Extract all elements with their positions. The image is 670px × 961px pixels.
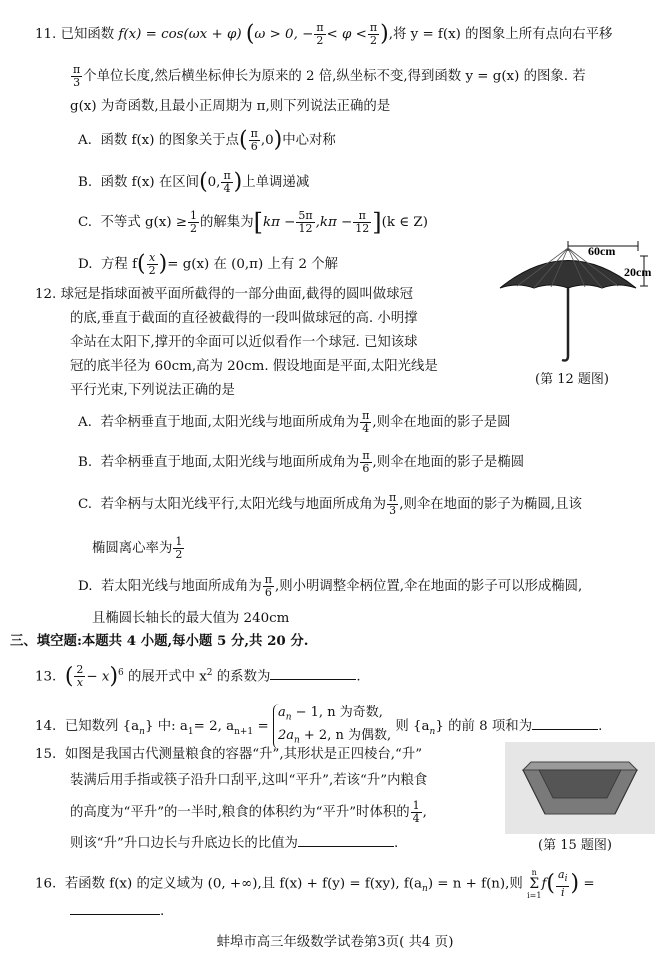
sheng-rim xyxy=(523,762,637,770)
section-fill-in-blank: 三、填空题:本题共 4 小题,每小题 5 分,共 20 分. xyxy=(10,633,309,649)
q11-line1: 11. 已知函数 f(x) = cos(ωx + φ) (ω > 0, − $\frac{\pi}{2}$ < φ < $\frac{\pi}{2}$ ),将 y = f(x) 的图象上所有点向右平移 xyxy=(35,21,613,47)
q14-answer-blank[interactable] xyxy=(532,715,598,730)
q13-answer-blank[interactable] xyxy=(270,665,356,680)
q12-option-d-cont: 且椭圆长轴长的最大值为 240cm xyxy=(92,611,290,626)
umbrella-caption: (第 12 题图) xyxy=(535,372,609,387)
q15-line1: 15. 如图是我国古代测量粮食的容器“升”,其形状是正四棱台,“升” xyxy=(35,747,423,762)
q15-line4: 则该“升”升口边长与升底边长的比值为 . xyxy=(70,832,398,855)
frac-pi-3: $\frac{\pi}{3}$ xyxy=(73,63,81,89)
q12-option-b: B. 若伞柄垂直于地面,太阳光线与地面所成角为 $\frac{\pi}{6}$ ,则伞在地面的影子是椭圆 xyxy=(78,449,525,475)
q11-option-a: A. 函数 f(x) 的图象关于点( $\frac{\pi}{6}$ ,0)中心对称 xyxy=(78,127,336,153)
q12-option-d: D. 若太阳光线与地面所成角为 $\frac{\pi}{6}$ ,则小明调整伞柄位置,伞在地面的影子可以形成椭圆, xyxy=(78,573,583,599)
q12-option-c: C. 若伞柄与太阳光线平行,太阳光线与地面所成角为 $\frac{\pi}{3}$ ,则伞在地面的影子为椭圆,且该 xyxy=(78,491,582,517)
umbrella-figure xyxy=(490,238,665,363)
q11-option-c: C. 不等式 g(x) ≥ $\frac{1}{2}$ 的解集为[kπ − $\frac{5\pi}{12}$ ,kπ − $\frac{\pi}{12}$ ](k ∈ Z) xyxy=(78,208,428,237)
q12-line5: 平行光束,下列说法正确的是 xyxy=(70,383,235,398)
q11-line2: $\frac{\pi}{3}$ 个单位长度,然后横坐标伸长为原来的 2 倍,纵坐标不变,得到函数 y = g(x) 的图象. 若 xyxy=(73,63,586,89)
q15-line3: 的高度为“平升”的一半时,粮食的体积约为“平升”时体积的 $\frac{1}{4}$ , xyxy=(70,799,427,825)
sheng-figure xyxy=(505,742,655,834)
q12-line2: 的底,垂直于截面的直径被截得的一段叫做球冠的高. 小明撑 xyxy=(70,311,418,326)
frac-pi-2b: $\frac{\pi}{2}$ xyxy=(369,21,378,47)
q15-answer-blank[interactable] xyxy=(298,832,394,847)
page-footer: 蚌埠市高三年级数学试卷第3页( 共4 页) xyxy=(216,935,454,950)
q14: 14. 已知数列 $\{a_n\}$ 中: $a_1= 2$, $a_{n+1}$ = $a_n - 1$, n 为奇数, $2a_n + 2$, n 为偶数, 则 $\{a_n\}$ 的前 8 项和为 . xyxy=(35,704,602,749)
sheng-caption: (第 15 题图) xyxy=(538,838,612,853)
q12-option-a: A. 若伞柄垂直于地面,太阳光线与地面所成角为 $\frac{\pi}{4}$ ,则伞在地面的影子是圆 xyxy=(78,409,511,435)
q11-line3: g(x) 为奇函数,且最小正周期为 π,则下列说法正确的是 xyxy=(70,99,391,114)
q15-line2: 装满后用手指或筷子沿升口刮平,这叫“平升”,若该“升”内粮食 xyxy=(70,773,428,788)
frac-pi-2a: $\frac{\pi}{2}$ xyxy=(316,21,324,47)
q11-option-b: B. 函数 f(x) 在区间(0, $\frac{\pi}{4}$ )上单调递减 xyxy=(78,169,310,195)
q16-cont: . xyxy=(70,900,164,923)
q16-sum: n Σ i=1 xyxy=(527,868,542,900)
q11-option-d: D. 方程 f( $\frac{x}{2}$ )= g(x) 在 (0,π) 上有 2 个解 xyxy=(78,251,339,277)
q13: 13. ( $\frac{2}{x}$ − x)$^6$ 的展开式中 $x^2$ 的系数为 . xyxy=(35,663,361,690)
q16: 16. 若函数 f(x) 的定义域为 (0, +∞),且 f(x) + f(y) = f(xy), $f(a_n) = n + f(n)$,则 n Σ i=1 f( $\frac{a_i}{i}$ ) = xyxy=(35,868,595,900)
dim-width-label: 60cm xyxy=(588,244,616,258)
q12-line1: 12. 球冠是指球面被平面所截得的一部分曲面,截得的圆叫做球冠 xyxy=(35,287,413,302)
q16-answer-blank[interactable] xyxy=(70,900,160,915)
dim-height-label: 20cm xyxy=(624,265,652,279)
q14-piecewise: $a_n - 1$, n 为奇数, $2a_n + 2$, n 为偶数, xyxy=(273,704,391,749)
q12-line3: 伞站在太阳下,撑开的伞面可以近似看作一个球冠. 已知该球 xyxy=(70,335,418,350)
q12-line4: 冠的底半径为 60cm,高为 20cm. 假设地面是平面,太阳光线是 xyxy=(70,359,438,374)
q12-option-c-cont: 椭圆离心率为 $\frac{1}{2}$ xyxy=(92,535,183,561)
